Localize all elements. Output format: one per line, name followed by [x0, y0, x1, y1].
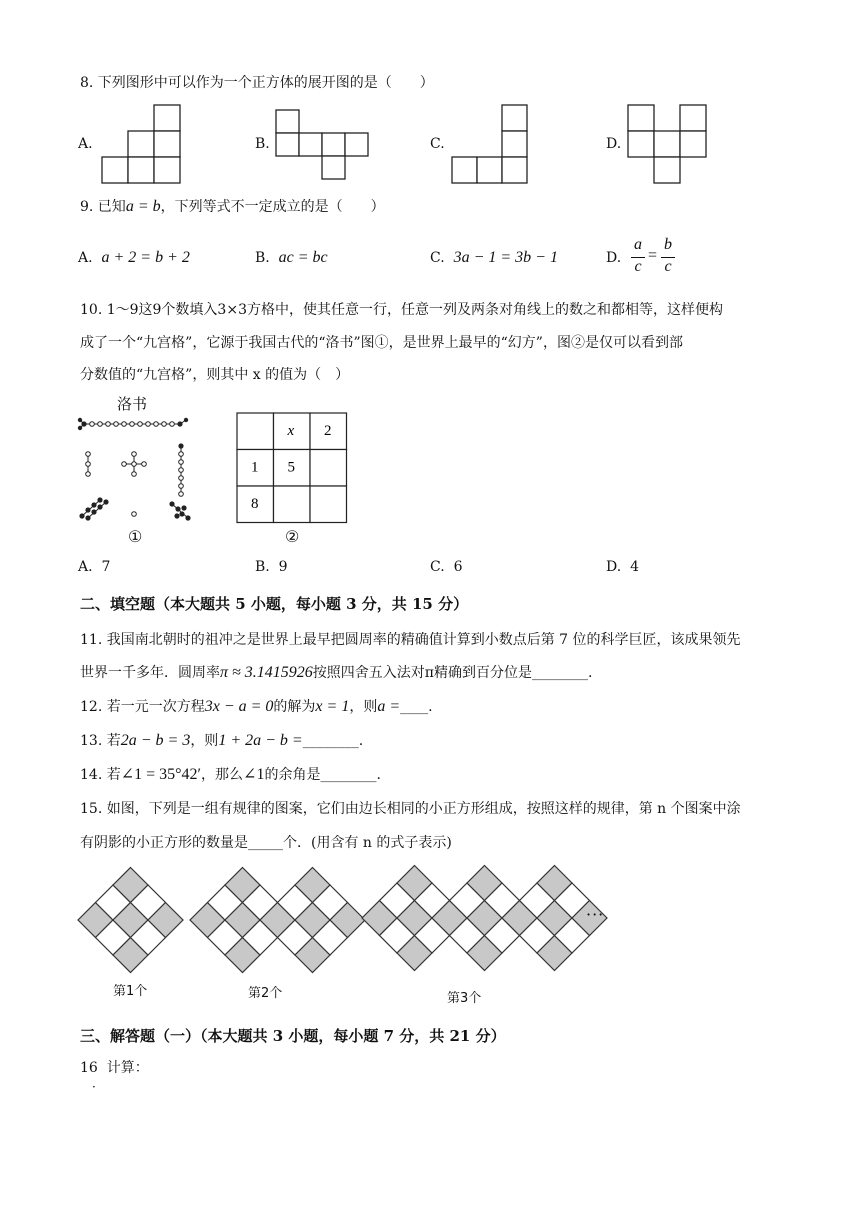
q8-option-c-label: C.: [430, 136, 445, 152]
luoshu-diagram: [78, 412, 190, 522]
pattern-2-caption: 第2个: [248, 986, 283, 1001]
q10-line-2: 成了一个“九宫格”，它源于我国古代的“洛书”图①，是世界上最早的“幻方”，图②是仅可以看到部: [80, 335, 683, 351]
pattern-1: [78, 868, 183, 973]
q9-d-den-a: c: [634, 258, 642, 275]
q11-pi-approx: π ≈ 3.1415926: [220, 664, 313, 681]
q10-option-d: D. 4: [606, 559, 640, 575]
q10-line-3: 分数值的“九宫格”，则其中 x 的值为（ ）: [80, 367, 350, 383]
grid-cell-value: 8: [251, 496, 259, 512]
q15-pattern-figures: [78, 872, 618, 972]
pattern-2: [190, 868, 365, 973]
q9-option-b: B. ac = bc: [255, 249, 328, 266]
grid-cell-value: x: [287, 423, 295, 439]
q15-ellipsis: ···: [586, 905, 605, 924]
q10-line-1: 10. 1～9这9个数填入3×3方格中，使其任意一行，任意一列及两条对角线上的数之和都相等，这样便构: [80, 302, 723, 318]
pattern-3-caption: 第3个: [447, 991, 482, 1006]
q8-option-d-label: D.: [606, 136, 622, 152]
q16-number: 16: [80, 1060, 98, 1076]
q8-stem: 8. 下列图形中可以作为一个正方体的展开图的是（ ）: [80, 75, 434, 91]
grid-cell: [237, 413, 274, 450]
q8-figure-b: [275, 109, 375, 181]
q9-option-d-label: D.: [606, 250, 622, 266]
magic-square-grid: [236, 412, 348, 528]
q9-d-equals: =: [648, 247, 658, 264]
figure-2-label: ②: [285, 527, 300, 546]
pattern-1-caption: 第1个: [113, 984, 148, 999]
grid-cell-value: 1: [251, 459, 259, 476]
q12-stem: 12. 若一元一次方程3x − a = 0的解为x = 1，则a =____.: [80, 698, 433, 715]
q8-option-a-label: A.: [78, 136, 93, 152]
q9-stem: 9. 已知a = b，下列等式不一定成立的是（ ）: [80, 198, 385, 215]
q16-dot: ·: [92, 1080, 96, 1094]
grid-cell-value: 2: [324, 423, 332, 439]
luoshu-title: 洛书: [117, 395, 148, 413]
q9-d-num-a: a: [634, 236, 642, 253]
section-2-heading: 二、填空题（本大题共 5 小题，每小题 3 分，共 15 分）: [80, 595, 469, 613]
q11-line-1: 11. 我国南北朝时的祖冲之是世界上最早把圆周率的精确值计算到小数点后第 7 位的科学巨匠，该成果领先: [80, 632, 741, 648]
q8-figure-d: [627, 104, 711, 184]
q9-option-c: C. 3a − 1 = 3b − 1: [430, 249, 558, 266]
q10-option-b: B. 9: [255, 559, 288, 575]
section-3-heading: 三、解答题（一）（本大题共 3 小题，每小题 7 分，共 21 分）: [80, 1027, 506, 1045]
q13-stem: 13. 若2a − b = 3，则1 + 2a − b =________.: [80, 732, 364, 749]
q10-option-a: A. 7: [78, 559, 111, 575]
grid-cell: [310, 486, 347, 523]
q9-option-a: A. a + 2 = b + 2: [78, 249, 190, 266]
q8-option-b-label: B.: [255, 136, 270, 152]
q11-line-2: 世界一千多年．圆周率π ≈ 3.1415926按照四舍五入法对π精确到百分位是________.: [80, 664, 593, 681]
q8-figure-c: [451, 104, 531, 184]
q9-condition: a = b: [125, 198, 161, 215]
grid-cell-value: 5: [287, 459, 295, 476]
q9-d-num-b: b: [664, 236, 672, 253]
q15-line-2: 有阴影的小正方形的数量是_____个．(用含有 n 的式子表示): [80, 835, 452, 851]
q16-stem: 16 计算：: [80, 1060, 149, 1076]
grid-cell: [274, 486, 311, 523]
q14-stem: 14. 若∠1 = 35°42′，那么∠1的余角是________.: [80, 766, 381, 783]
figure-1-label: ①: [128, 527, 143, 546]
q9-d-den-b: c: [664, 258, 672, 275]
grid-cell: [310, 450, 347, 487]
q15-line-1: 15. 如图，下列是一组有规律的图案，它们由边长相同的小正方形组成，按照这样的规律，第 n 个图案中涂: [80, 801, 741, 817]
q10-option-c: C. 6: [430, 559, 463, 575]
pattern-3: [362, 866, 607, 971]
q8-figure-a: [100, 104, 184, 184]
